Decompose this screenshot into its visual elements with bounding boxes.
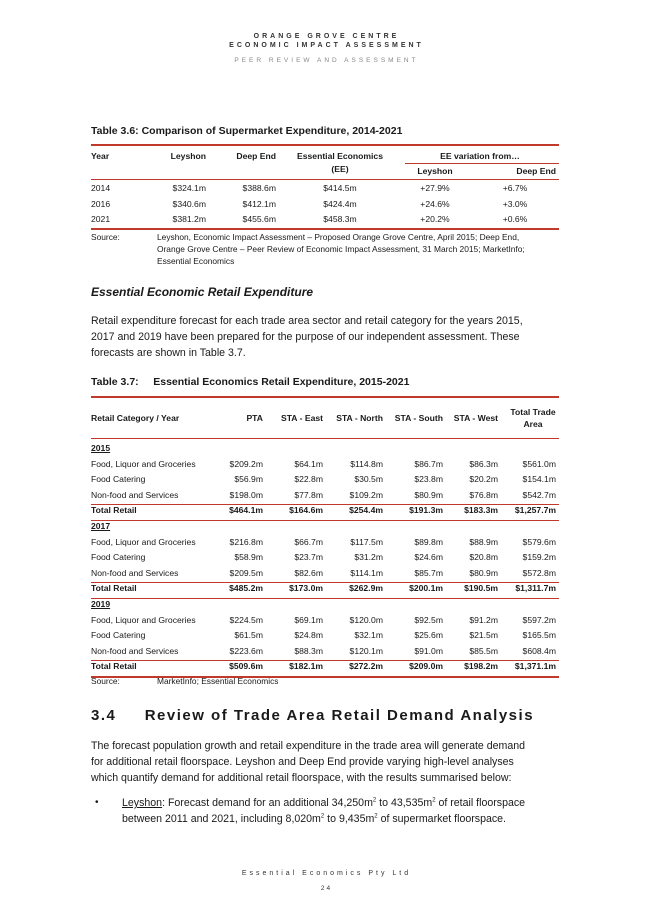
paragraph-1 [91, 313, 561, 361]
bullet-text: : Forecast demand for an additional 34,250m [162, 797, 373, 809]
t37-cell-value: $30.5m [354, 474, 383, 485]
t36-header-var-leyshon: Leyshon [417, 166, 453, 176]
superscript: 2 [432, 797, 436, 804]
t37-cell-value: $182.1m [289, 661, 323, 672]
paragraph-line: which quantify demand for additional retail floorspace, with the results summarised below: [91, 772, 512, 784]
t37-cell-category: Total Retail [91, 583, 137, 594]
t36-cell-var-deepend: +6.7% [502, 183, 528, 193]
t37-header-rule [91, 438, 559, 439]
t37-cell-value: $1,371.1m [514, 661, 556, 672]
t37-header-sta-west: STA - West [453, 413, 498, 423]
t37-year-label: 2019 [91, 599, 111, 609]
t37-cell-value: $272.2m [349, 661, 383, 672]
t36-variation-rule [405, 163, 559, 164]
t37-cell-value: $579.6m [522, 536, 556, 547]
t36-cell-deepend: $412.1m [242, 199, 276, 209]
t37-cell-value: $92.5m [414, 614, 443, 625]
t37-cell-value: $120.1m [349, 645, 383, 656]
t36-header-deepend: Deep End [236, 151, 276, 161]
page-number: 24 [320, 885, 333, 892]
t37-cell-value: $23.8m [414, 474, 443, 485]
t36-source-line: Essential Economics [157, 256, 235, 266]
t37-cell-category: Total Retail [91, 505, 137, 516]
t37-cell-value: $56.9m [234, 474, 263, 485]
t37-cell-value: $109.2m [349, 489, 383, 500]
t37-cell-value: $86.7m [414, 458, 443, 469]
table-36-bottom-rule [91, 228, 559, 230]
t37-cell-value: $509.6m [229, 661, 263, 672]
table-36-caption: Table 3.6: Comparison of Supermarket Expenditure, 2014-2021 [91, 125, 403, 137]
t37-cell-value: $165.5m [522, 630, 556, 641]
t37-cell-category: Total Retail [91, 661, 137, 672]
t37-cell-value: $22.8m [294, 474, 323, 485]
t37-cell-value: $254.4m [349, 505, 383, 516]
bullet-text: to 9,435m [324, 813, 375, 825]
superscript: 2 [320, 813, 325, 820]
t37-cell-value: $200.1m [409, 583, 443, 594]
doc-header-review: PEER REVIEW AND ASSESSMENT [234, 57, 419, 64]
t37-cell-value: $77.8m [294, 489, 323, 500]
bullet-name: Leyshon [122, 797, 163, 809]
t36-cell-var-deepend: +0.6% [502, 214, 528, 224]
t37-header-sta-north: STA - North [336, 413, 383, 423]
t37-cell-value: $66.7m [294, 536, 323, 547]
t37-cell-value: $21.5m [469, 630, 498, 641]
t37-cell-value: $117.5m [350, 536, 383, 547]
t37-cell-value: $88.9m [469, 536, 498, 547]
t37-cell-value: $209.2m [229, 458, 263, 469]
paragraph-2 [91, 738, 561, 786]
t37-cell-value: $25.6m [414, 630, 443, 641]
t37-cell-value: $224.5m [229, 614, 263, 625]
t36-header-rule [91, 179, 559, 180]
t37-header-pta: PTA [246, 413, 263, 423]
t37-group-rule [91, 598, 559, 599]
t37-cell-value: $216.8m [229, 536, 263, 547]
t37-cell-category: Non-food and Services [91, 489, 179, 500]
t36-cell-ee: $424.4m [323, 199, 357, 209]
t37-cell-value: $80.9m [469, 567, 498, 578]
t37-cell-value: $608.4m [522, 645, 556, 656]
t36-source-line: Orange Grove Centre – Peer Review of Economic Impact Assessment, 31 March 2015; MarketInfo; [157, 244, 525, 254]
doc-header-subtitle: ECONOMIC IMPACT ASSESSMENT [229, 42, 424, 49]
t37-cell-value: $91.0m [414, 645, 443, 656]
t37-header-total-area: Area [523, 419, 543, 429]
t37-cell-value: $76.8m [469, 489, 498, 500]
section-3-4-heading: 3.4 Review of Trade Area Retail Demand Analysis [91, 707, 535, 724]
t37-cell-value: $183.3m [464, 505, 498, 516]
bullet-leyshon [122, 795, 567, 827]
t36-header-leyshon: Leyshon [170, 151, 206, 161]
bullet-text: to 43,535m [376, 797, 433, 809]
t37-source-text: MarketInfo; Essential Economics [157, 676, 279, 686]
t37-cell-category: Food Catering [91, 552, 146, 563]
t37-cell-value: $64.1m [294, 458, 323, 469]
paragraph-line: forecasts are shown in Table 3.7. [91, 347, 246, 359]
t37-header-sta-south: STA - South [394, 413, 443, 423]
t36-cell-ee: $458.3m [323, 214, 357, 224]
t36-cell-deepend: $455.6m [242, 214, 276, 224]
t37-cell-value: $58.9m [234, 552, 263, 563]
paragraph-line: for additional retail floorspace. Leyshon and Deep End provide varying high-level analyses [91, 756, 514, 768]
t36-cell-year: 2014 [91, 183, 111, 193]
t37-cell-value: $209.0m [409, 661, 443, 672]
t37-cell-value: $69.1m [294, 614, 323, 625]
table-37-caption: Table 3.7: Essential Economics Retail Expenditure, 2015-2021 [91, 376, 410, 388]
t37-cell-value: $190.5m [464, 583, 498, 594]
t37-cell-value: $154.1m [522, 474, 556, 485]
footer-company: Essential Economics Pty Ltd [241, 870, 412, 877]
t37-cell-value: $82.6m [294, 567, 323, 578]
paragraph-line: 2017 and 2019 have been prepared for the purpose of our independent assessment. These [91, 331, 520, 343]
t36-cell-leyshon: $381.2m [172, 214, 206, 224]
t36-header-variation: EE variation from… [440, 151, 520, 161]
t37-cell-value: $159.2m [522, 552, 556, 563]
t36-header-ee: Essential Economics [297, 151, 383, 161]
t37-cell-value: $120.0m [349, 614, 383, 625]
paragraph-line: The forecast population growth and retail expenditure in the trade area will generate demand [91, 740, 526, 752]
t37-cell-value: $91.2m [469, 614, 498, 625]
t36-cell-var-leyshon: +27.9% [420, 183, 450, 193]
t37-cell-value: $1,311.7m [515, 583, 556, 594]
t37-cell-value: $20.2m [469, 474, 498, 485]
t37-cell-value: $542.7m [522, 489, 556, 500]
t37-cell-value: $597.2m [522, 614, 556, 625]
t36-cell-leyshon: $324.1m [172, 183, 206, 193]
t37-cell-value: $85.7m [414, 567, 443, 578]
t36-cell-leyshon: $340.6m [172, 199, 206, 209]
t37-cell-category: Food Catering [91, 630, 146, 641]
t37-cell-value: $23.7m [294, 552, 323, 563]
t37-cell-category: Food, Liquor and Groceries [91, 458, 196, 469]
t37-cell-value: $209.5m [229, 567, 263, 578]
superscript: 2 [374, 813, 378, 820]
t37-header-total: Total Trade [510, 407, 556, 417]
t37-cell-value: $198.2m [464, 661, 498, 672]
t37-cell-value: $198.0m [229, 489, 263, 500]
t37-cell-value: $1,257.7m [514, 505, 556, 516]
t37-cell-value: $164.6m [289, 505, 323, 516]
t37-cell-category: Food, Liquor and Groceries [91, 614, 196, 625]
bullet-text: between 2011 and 2021, including 8,020m [122, 813, 321, 825]
t37-cell-category: Non-food and Services [91, 645, 179, 656]
t37-header-sta-east: STA - East [280, 413, 323, 423]
t37-cell-value: $80.9m [414, 489, 443, 500]
t37-cell-value: $86.3m [469, 458, 498, 469]
bullet-text: of retail floorspace [435, 797, 526, 809]
bullet-text: of supermarket floorspace. [377, 813, 507, 825]
t36-source-label: Source: [91, 232, 120, 242]
t36-header-year: Year [91, 151, 110, 161]
t36-cell-year: 2016 [91, 199, 111, 209]
t37-source-label: Source: [91, 676, 120, 686]
table-37-top-rule [91, 396, 559, 398]
t37-cell-value: $114.1m [350, 567, 383, 578]
t37-group-rule [91, 520, 559, 521]
t36-cell-deepend: $388.6m [242, 183, 276, 193]
t37-header-category: Retail Category / Year [91, 413, 180, 423]
t36-source-line: Leyshon, Economic Impact Assessment – Proposed Orange Grove Centre, April 2015; Deep End, [157, 232, 520, 242]
t36-cell-year: 2021 [91, 214, 111, 224]
t37-cell-value: $561.0m [522, 458, 556, 469]
t37-cell-value: $89.8m [414, 536, 443, 547]
doc-header-title: ORANGE GROVE CENTRE [253, 33, 400, 40]
t37-cell-value: $173.0m [289, 583, 323, 594]
t37-cell-value: $20.8m [469, 552, 498, 563]
t37-cell-value: $464.1m [229, 505, 263, 516]
t36-cell-ee: $414.5m [323, 183, 357, 193]
superscript: 2 [372, 797, 377, 804]
t37-cell-value: $85.5m [469, 645, 498, 656]
t36-cell-var-leyshon: +24.6% [420, 199, 450, 209]
t37-cell-value: $32.1m [354, 630, 383, 641]
t36-cell-var-deepend: +3.0% [502, 199, 528, 209]
t37-cell-category: Food, Liquor and Groceries [91, 536, 196, 547]
t37-cell-value: $61.5m [234, 630, 263, 641]
t37-cell-value: $24.8m [294, 630, 323, 641]
t37-cell-category: Non-food and Services [91, 567, 179, 578]
t37-cell-value: $31.2m [354, 552, 383, 563]
t37-cell-category: Food Catering [91, 474, 146, 485]
t37-cell-value: $572.8m [522, 567, 556, 578]
t37-cell-value: $223.6m [229, 645, 263, 656]
t37-cell-value: $114.8m [350, 458, 383, 469]
t37-cell-value: $485.2m [229, 583, 263, 594]
t37-year-label: 2015 [91, 443, 111, 453]
t37-cell-value: $262.9m [349, 583, 383, 594]
t36-header-var-deepend: Deep End [516, 166, 556, 176]
t36-header-ee-abbrev: (EE) [331, 164, 349, 174]
bullet-point-icon: • [95, 797, 99, 808]
t37-cell-value: $24.6m [414, 552, 443, 563]
t36-cell-var-leyshon: +20.2% [420, 214, 450, 224]
paragraph-line: Retail expenditure forecast for each trade area sector and retail category for the years 2015, [91, 315, 523, 327]
section-heading: Essential Economic Retail Expenditure [91, 285, 314, 299]
t37-cell-value: $191.3m [409, 505, 443, 516]
t37-cell-value: $88.3m [294, 645, 323, 656]
t37-year-label: 2017 [91, 521, 111, 531]
table-36-top-rule [91, 144, 559, 146]
